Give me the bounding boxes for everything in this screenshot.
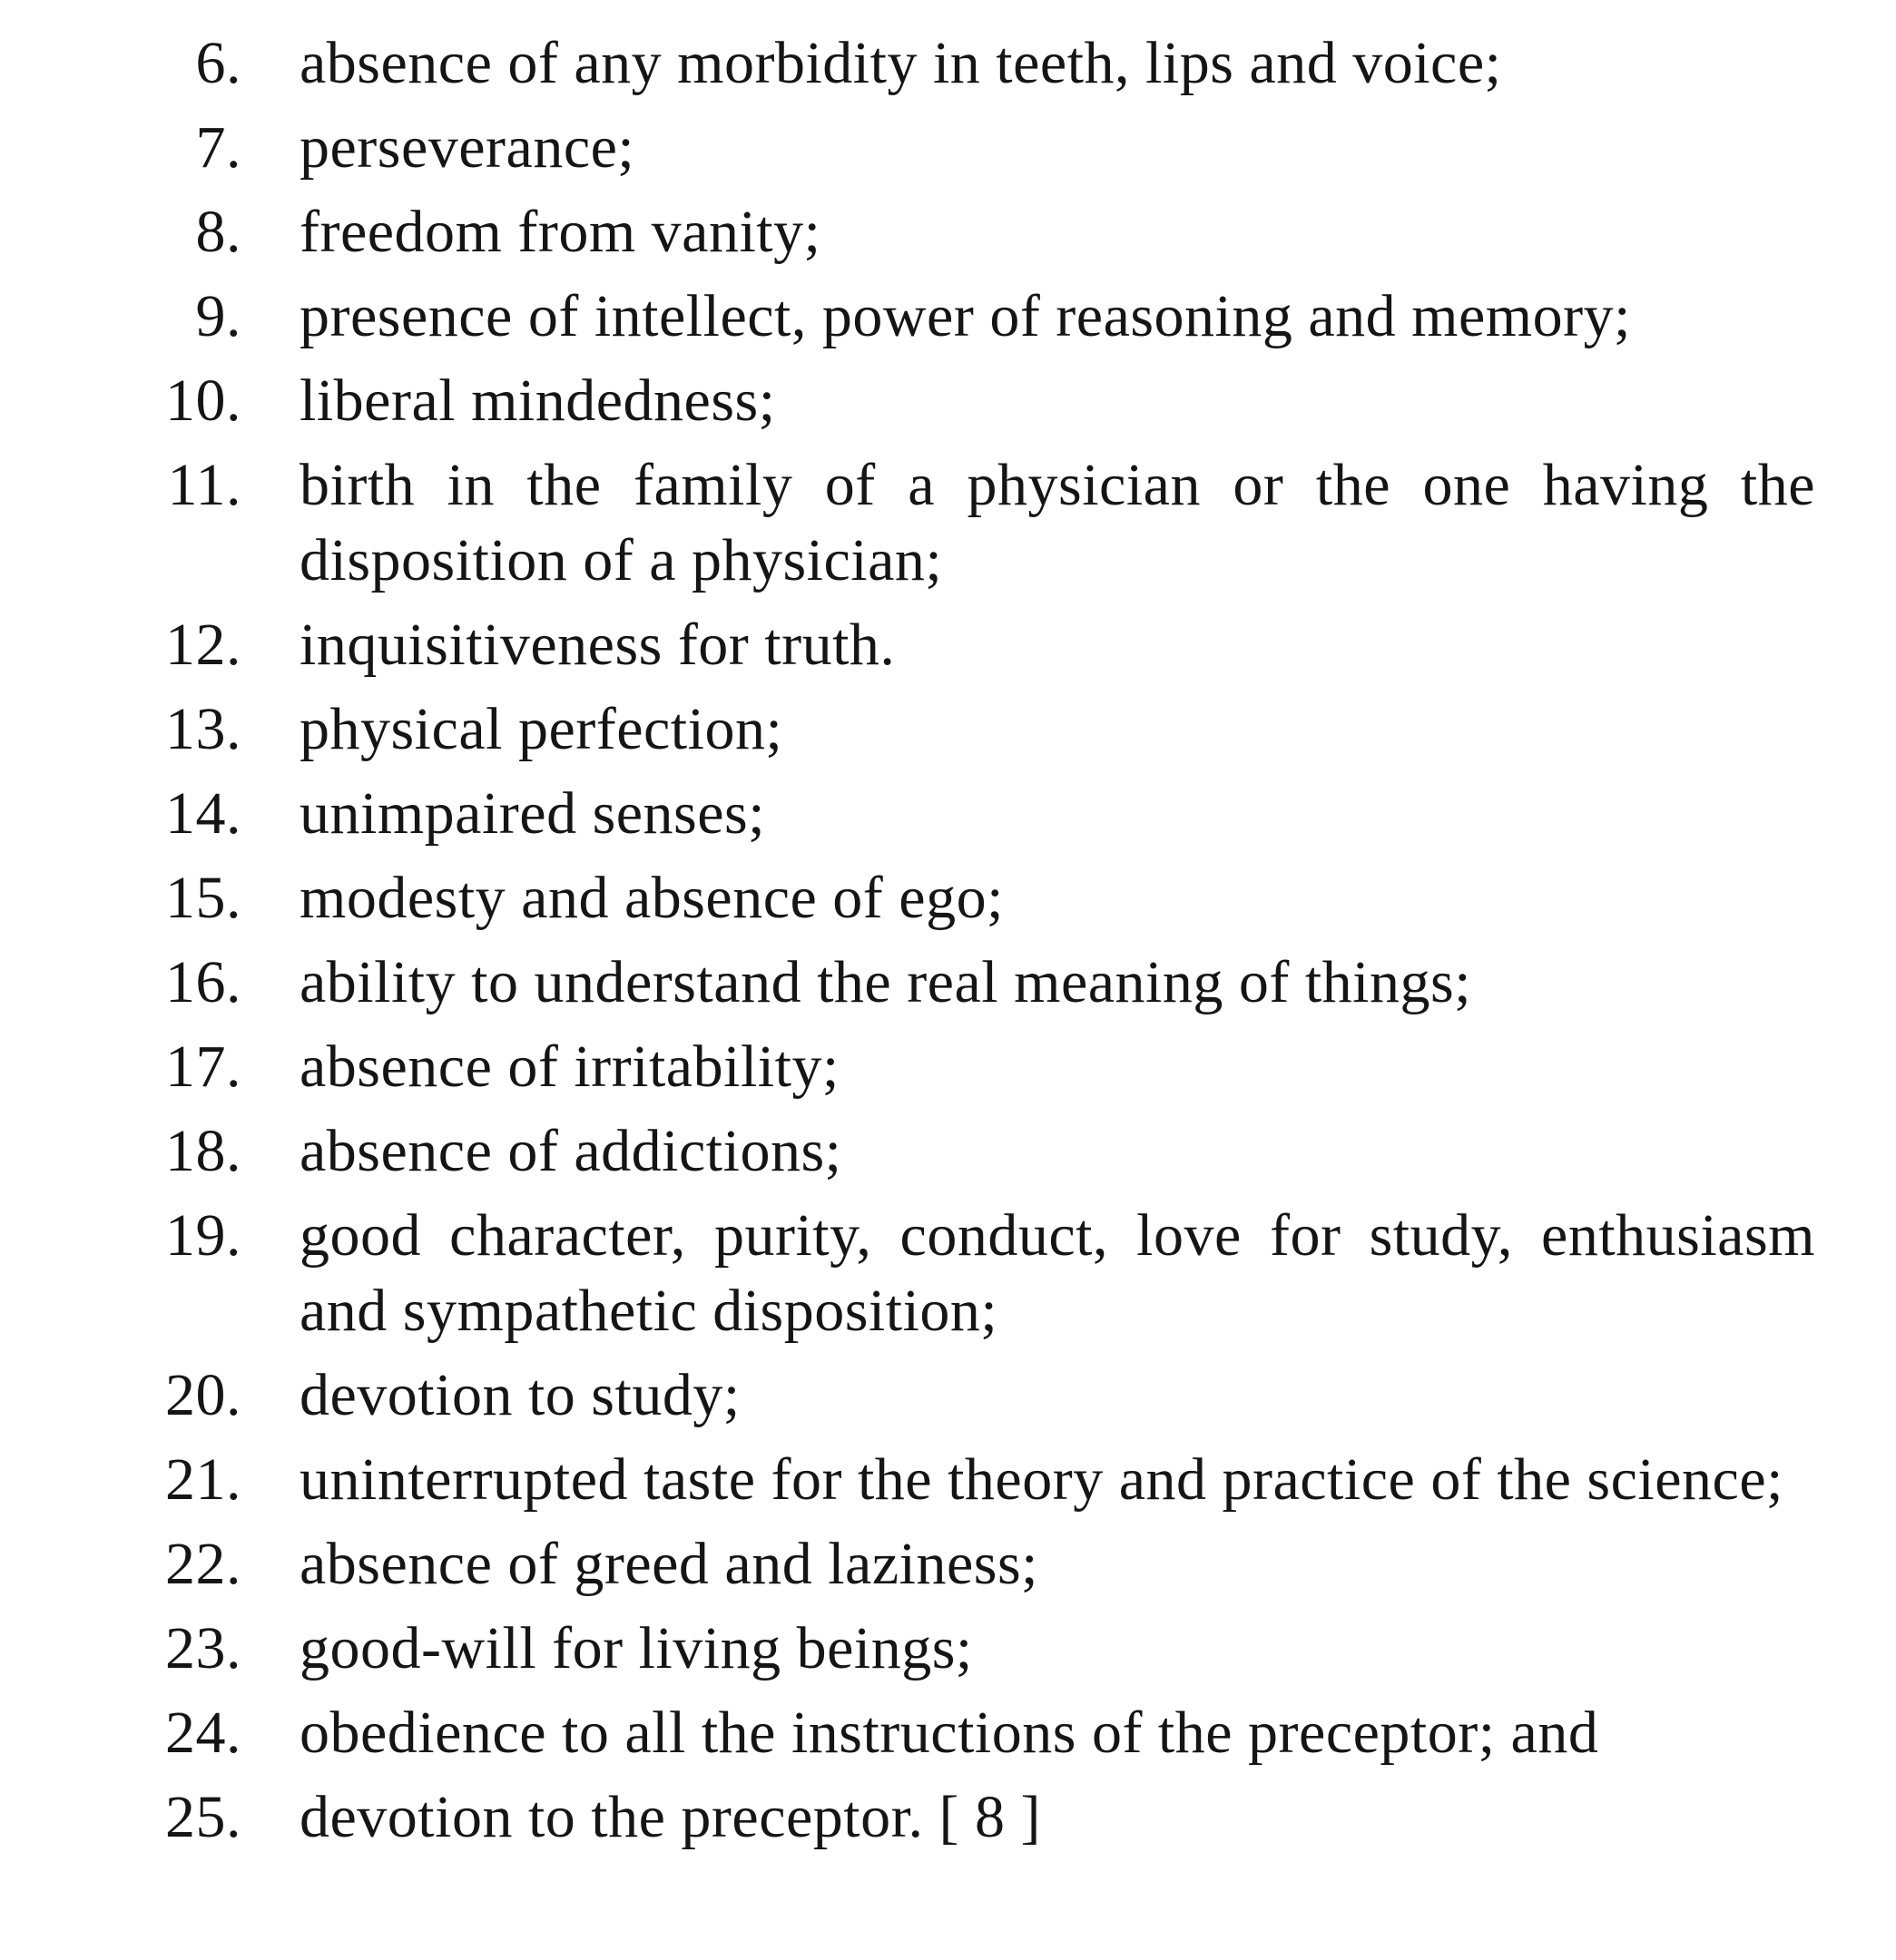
item-text: devotion to the preceptor. [ 8 ] bbox=[300, 1784, 1041, 1850]
item-number: 11. bbox=[167, 452, 241, 518]
item-text: obedience to all the instructions of the preceptor; and bbox=[300, 1700, 1599, 1766]
list-item bbox=[136, 447, 1815, 598]
list-item bbox=[136, 1113, 1815, 1189]
item-number: 21. bbox=[165, 1446, 241, 1513]
item-text: absence of any morbidity in teeth, lips and voice; bbox=[300, 30, 1502, 96]
item-number: 12. bbox=[165, 612, 241, 678]
item-number: 15. bbox=[165, 865, 241, 931]
list-item bbox=[136, 1611, 1815, 1686]
item-text: absence of greed and laziness; bbox=[300, 1531, 1038, 1597]
item-number: 9. bbox=[195, 283, 241, 349]
qualities-list bbox=[136, 25, 1815, 1864]
item-number: 24. bbox=[165, 1700, 241, 1766]
item-text: ability to understand the real meaning of things; bbox=[300, 949, 1472, 1015]
item-text: birth in the family of a physician or the one having the disposition of a physician; bbox=[300, 452, 1815, 593]
item-text: liberal mindedness; bbox=[300, 368, 776, 434]
item-number: 10. bbox=[165, 368, 241, 434]
item-number: 8. bbox=[195, 199, 241, 265]
item-text: perseverance; bbox=[300, 114, 635, 181]
list-item bbox=[136, 1442, 1815, 1517]
item-text: good character, purity, conduct, love for study, enthusiasm and sympathetic disposition; bbox=[300, 1202, 1815, 1344]
item-number: 7. bbox=[195, 114, 241, 181]
list-item bbox=[136, 363, 1815, 438]
list-item bbox=[136, 860, 1815, 936]
item-number: 17. bbox=[165, 1034, 241, 1100]
list-item bbox=[136, 1526, 1815, 1602]
list-item bbox=[136, 1779, 1815, 1855]
item-number: 6. bbox=[195, 30, 241, 96]
item-number: 23. bbox=[165, 1615, 241, 1681]
list-item bbox=[136, 776, 1815, 851]
item-text: inquisitiveness for truth. bbox=[300, 612, 896, 678]
list-item bbox=[136, 25, 1815, 101]
item-number: 19. bbox=[165, 1202, 241, 1269]
list-item bbox=[136, 194, 1815, 270]
item-text: unimpaired senses; bbox=[300, 780, 766, 847]
item-text: absence of addictions; bbox=[300, 1118, 842, 1184]
list-item bbox=[136, 110, 1815, 185]
item-text: good-will for living beings; bbox=[300, 1615, 973, 1681]
item-number: 13. bbox=[165, 696, 241, 762]
list-item bbox=[136, 1695, 1815, 1770]
item-text: absence of irritability; bbox=[300, 1034, 840, 1100]
item-number: 18. bbox=[165, 1118, 241, 1184]
item-text: freedom from vanity; bbox=[300, 199, 821, 265]
list-item bbox=[136, 945, 1815, 1020]
item-text: physical perfection; bbox=[300, 696, 783, 762]
list-item bbox=[136, 1357, 1815, 1433]
list-item bbox=[136, 279, 1815, 354]
item-number: 25. bbox=[165, 1784, 241, 1850]
list-item bbox=[136, 1198, 1815, 1348]
item-number: 22. bbox=[165, 1531, 241, 1597]
item-number: 14. bbox=[165, 780, 241, 847]
item-number: 20. bbox=[165, 1362, 241, 1428]
item-text: uninterrupted taste for the theory and practice of the science; bbox=[300, 1446, 1783, 1513]
item-number: 16. bbox=[165, 949, 241, 1015]
list-item bbox=[136, 607, 1815, 682]
item-text: devotion to study; bbox=[300, 1362, 741, 1428]
item-text: presence of intellect, power of reasoning and memory; bbox=[300, 283, 1631, 349]
item-text: modesty and absence of ego; bbox=[300, 865, 1004, 931]
list-item bbox=[136, 691, 1815, 767]
list-item bbox=[136, 1029, 1815, 1104]
